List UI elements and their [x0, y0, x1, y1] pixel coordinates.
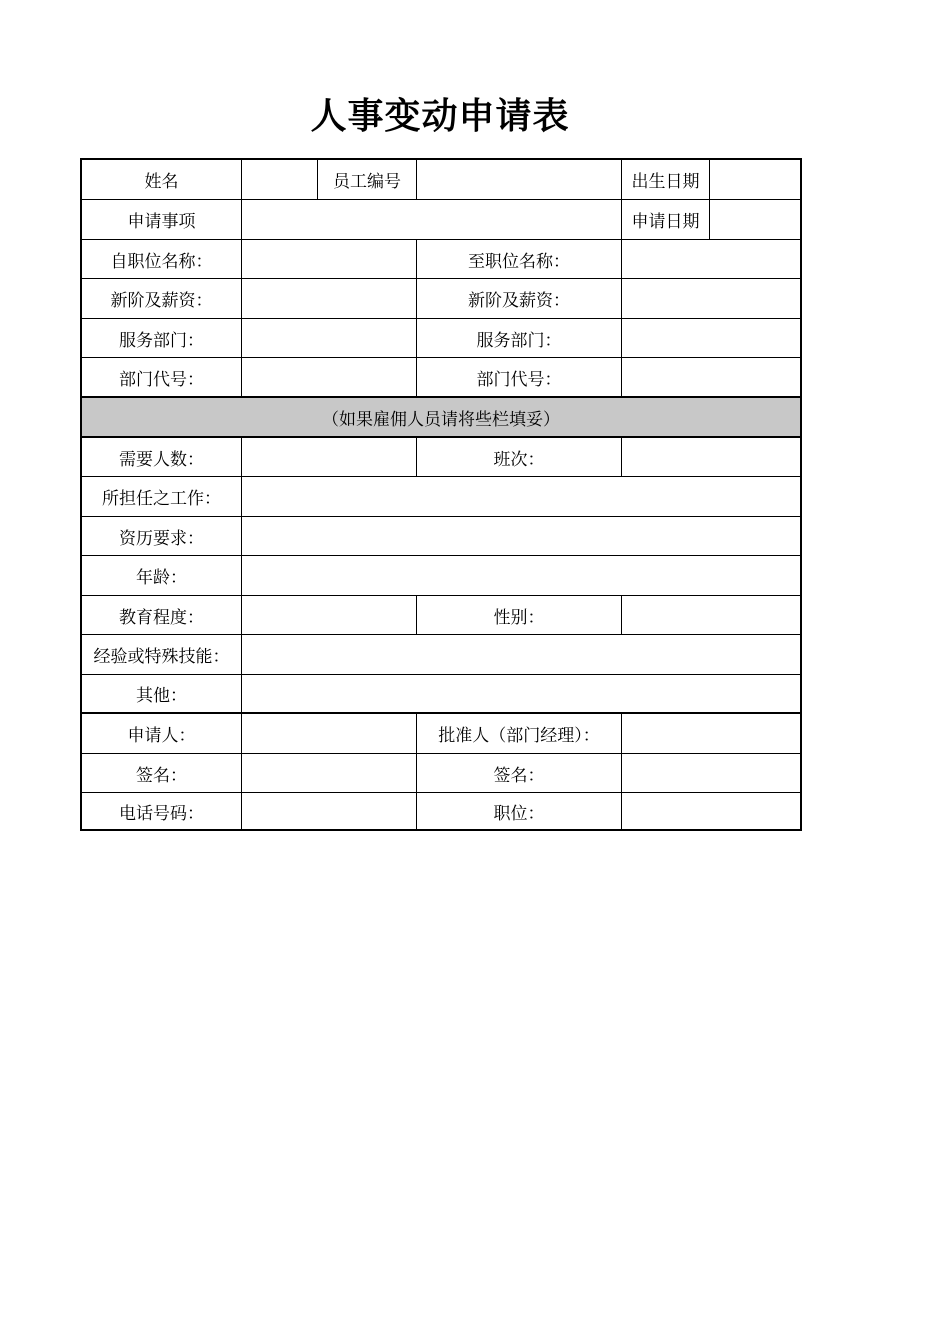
phone-label: 电话号码：	[82, 793, 242, 829]
headcount-field[interactable]	[242, 438, 417, 477]
shift-label: 班次：	[417, 438, 622, 477]
new-grade-label-left: 新阶及薪资：	[82, 279, 242, 319]
age-label: 年龄：	[82, 556, 242, 596]
experience-field[interactable]	[242, 635, 800, 675]
sign-field-right[interactable]	[622, 754, 800, 793]
new-grade-label-right: 新阶及薪资：	[417, 279, 622, 319]
birth-date-field[interactable]	[710, 160, 800, 200]
dept-field-right[interactable]	[622, 319, 800, 358]
to-position-label: 至职位名称：	[417, 240, 622, 279]
from-position-field[interactable]	[242, 240, 417, 279]
dept-label-left: 服务部门：	[82, 319, 242, 358]
name-field[interactable]	[242, 160, 318, 200]
hiring-note-banner: （如果雇佣人员请将些栏填妥）	[82, 398, 800, 438]
dept-field-left[interactable]	[242, 319, 417, 358]
shift-field[interactable]	[622, 438, 800, 477]
dept-code-label-right: 部门代号：	[417, 358, 622, 398]
employee-number-field[interactable]	[417, 160, 622, 200]
qualification-label: 资历要求：	[82, 517, 242, 556]
form-title: 人事变动申请表	[310, 95, 570, 137]
birth-date-label: 出生日期	[622, 160, 710, 200]
dept-code-field-right[interactable]	[622, 358, 800, 398]
applicant-field[interactable]	[242, 714, 417, 754]
education-label: 教育程度：	[82, 596, 242, 635]
applicant-label: 申请人：	[82, 714, 242, 754]
dept-label-right: 服务部门：	[417, 319, 622, 358]
job-field[interactable]	[242, 477, 800, 517]
approver-label: 批准人（部门经理）：	[417, 714, 622, 754]
sign-field-left[interactable]	[242, 754, 417, 793]
age-field[interactable]	[242, 556, 800, 596]
position-field[interactable]	[622, 793, 800, 829]
qualification-field[interactable]	[242, 517, 800, 556]
phone-field[interactable]	[242, 793, 417, 829]
job-label: 所担任之工作：	[82, 477, 242, 517]
headcount-label: 需要人数：	[82, 438, 242, 477]
new-grade-field-left[interactable]	[242, 279, 417, 319]
other-field[interactable]	[242, 675, 800, 714]
education-field[interactable]	[242, 596, 417, 635]
name-label: 姓名	[82, 160, 242, 200]
other-label: 其他：	[82, 675, 242, 714]
gender-label: 性别：	[417, 596, 622, 635]
approver-field[interactable]	[622, 714, 800, 754]
sign-label-left: 签名：	[82, 754, 242, 793]
apply-item-field[interactable]	[242, 200, 622, 240]
personnel-change-form	[80, 158, 802, 831]
new-grade-field-right[interactable]	[622, 279, 800, 319]
experience-label: 经验或特殊技能：	[82, 635, 242, 675]
employee-number-label: 员工编号	[318, 160, 417, 200]
apply-date-field[interactable]	[710, 200, 800, 240]
apply-date-label: 申请日期	[622, 200, 710, 240]
from-position-label: 自职位名称：	[82, 240, 242, 279]
sign-label-right: 签名：	[417, 754, 622, 793]
apply-item-label: 申请事项	[82, 200, 242, 240]
dept-code-field-left[interactable]	[242, 358, 417, 398]
gender-field[interactable]	[622, 596, 800, 635]
to-position-field[interactable]	[622, 240, 800, 279]
position-label: 职位：	[417, 793, 622, 829]
dept-code-label-left: 部门代号：	[82, 358, 242, 398]
